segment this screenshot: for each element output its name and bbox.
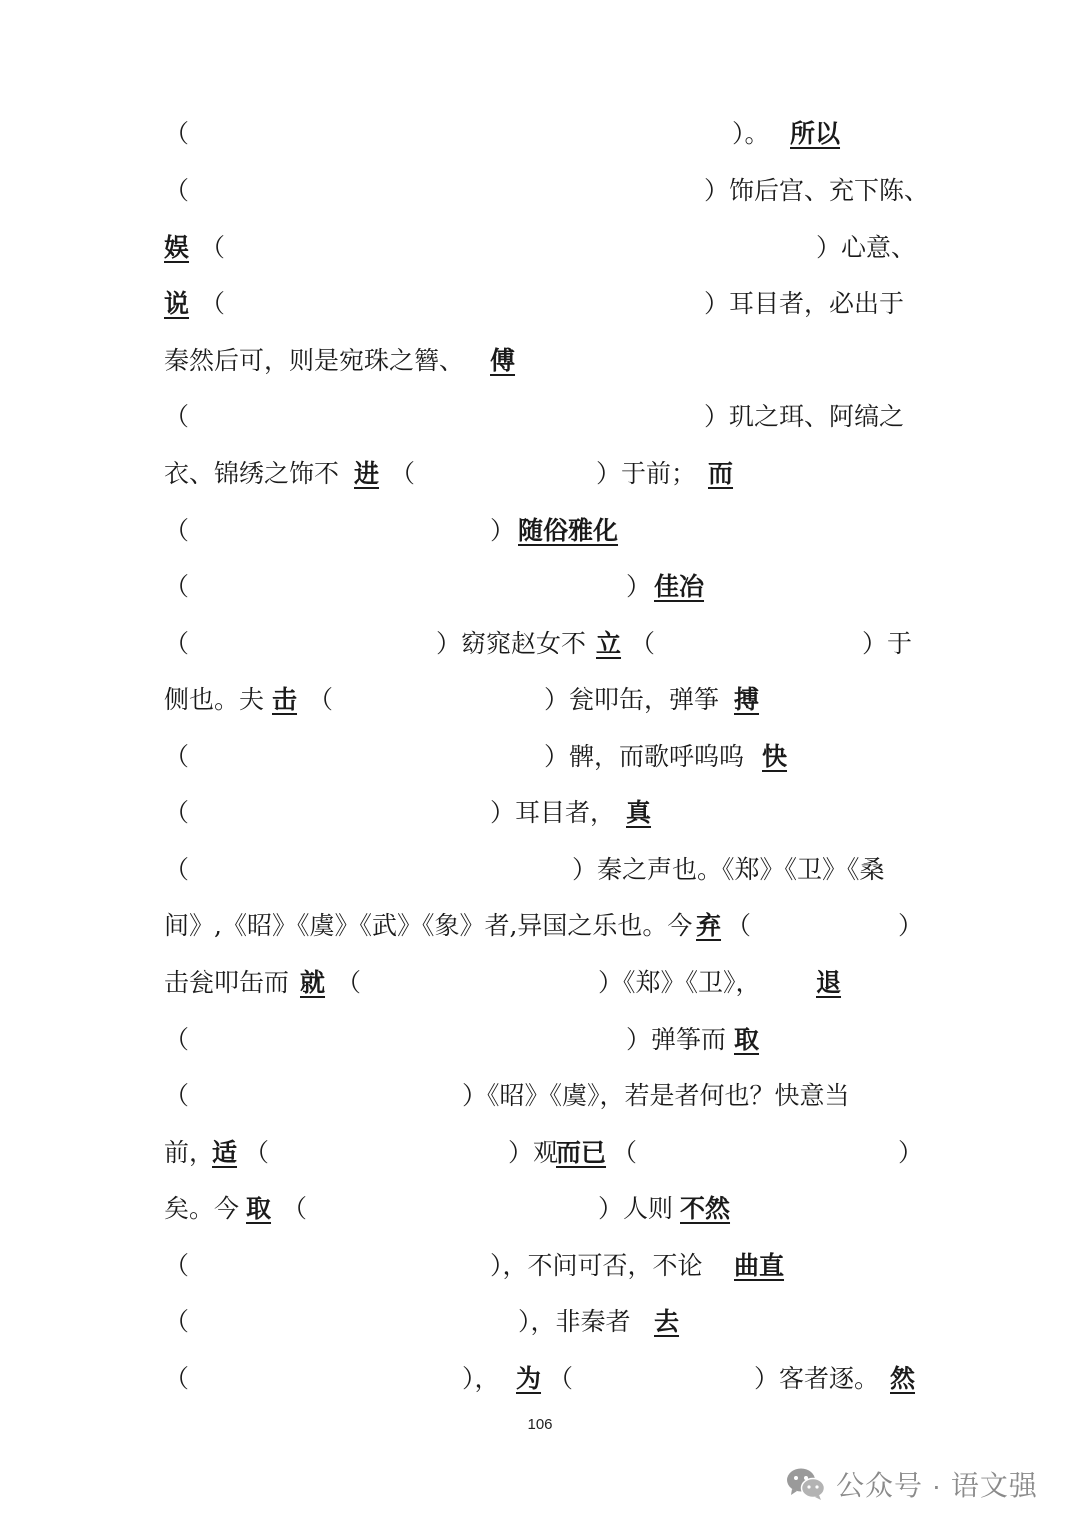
underlined-keyword: 搏 [734,685,760,714]
text-line [164,737,916,777]
text-segment: （ [164,1307,190,1336]
text-line [164,1302,916,1342]
text-segment: （ [164,742,190,771]
underlined-keyword: 随俗雅化 [518,516,619,545]
text-line [164,284,916,324]
text-segment: （ [200,233,226,262]
wechat-icon [786,1467,826,1501]
text-segment: ）《昭》《虞》，若是者何也？快意当 [462,1081,850,1110]
text-segment: （ [164,855,190,884]
underlined-keyword: 傅 [490,346,516,375]
text-segment: （ [164,516,190,545]
text-segment: ）人则 [598,1194,674,1223]
underlined-keyword: 真 [626,798,652,827]
text-segment: （ [390,459,416,488]
text-segment: ）观 [508,1138,559,1167]
underlined-keyword: 击 [272,685,298,714]
text-segment: 前， [164,1138,215,1167]
text-line [164,567,916,607]
underlined-keyword: 说 [164,289,190,318]
text-segment: （ [164,402,190,431]
text-segment: （ [308,685,334,714]
text-segment: ），不问可否，不论 [490,1251,703,1280]
underlined-keyword: 去 [654,1307,680,1336]
text-line [164,963,916,1003]
text-segment: ）耳目者，必出于 [704,289,905,318]
text-segment: 矣。今 [164,1194,240,1223]
text-segment: （ [336,968,362,997]
text-segment: ）《郑》《卫》， [598,968,761,997]
text-segment: ） [898,911,924,940]
text-segment: ）弹筝而 [626,1025,727,1054]
text-line [164,1246,916,1286]
text-segment: （ [164,572,190,601]
underlined-keyword: 而 [708,459,734,488]
text-segment: （ [200,289,226,318]
text-segment: （ [164,629,190,658]
underlined-keyword: 退 [816,968,842,997]
underlined-keyword: 不然 [680,1194,731,1223]
text-segment: ）客者逐。 [754,1364,880,1393]
text-segment: 间》,《昭》《虞》《武》《象》者,异国之乐也。今 [164,911,693,940]
page-number: 106 [527,1416,553,1433]
text-segment: 秦然后可，则是宛珠之簪、 [164,346,465,375]
text-segment: ） [490,516,516,545]
text-line [164,1020,916,1060]
text-segment: ） [626,572,652,601]
underlined-keyword: 取 [246,1194,272,1223]
text-line [164,341,916,381]
text-segment: （ [630,629,656,658]
text-line [164,1133,924,1173]
text-line [164,171,930,211]
text-segment: （ [164,1025,190,1054]
text-segment: 击瓮叩缶而 [164,968,290,997]
text-segment: 侧也。夫 [164,685,265,714]
underlined-keyword: 为 [516,1364,542,1393]
underlined-keyword: 然 [890,1364,916,1393]
underlined-keyword: 就 [300,968,326,997]
text-segment: ）饰后宫、充下陈、 [704,176,930,205]
underlined-keyword: 所以 [790,119,841,148]
text-line [164,624,916,664]
text-segment: ）玑之珥、阿缟之 [704,402,905,431]
text-segment: （ [164,798,190,827]
text-segment: ）髀，而歌呼呜呜 [544,742,745,771]
text-segment: ）秦之声也。《郑》《卫》《桑 [572,855,885,884]
text-segment: （ [164,1081,190,1110]
text-segment: ）耳目者， [490,798,616,827]
text-segment: （ [164,1364,190,1393]
underlined-keyword: 适 [212,1138,238,1167]
text-segment: （ [612,1138,638,1167]
text-line [164,793,916,833]
text-line [164,511,916,551]
text-line [164,397,916,437]
text-segment: （ [164,1251,190,1280]
text-line [164,1076,916,1116]
text-segment: ） [898,1138,924,1167]
text-line [164,1359,916,1399]
text-segment: ）， [462,1364,500,1393]
text-segment: ）窈窕赵女不 [436,629,587,658]
text-line [164,680,916,720]
text-line [164,228,916,268]
watermark-text: 公众号 · 语文强 [836,1470,1038,1501]
text-line [164,850,916,890]
text-segment: ），非秦者 [518,1307,631,1336]
text-segment: （ [726,911,752,940]
watermark [786,1462,1056,1506]
text-segment: （ [244,1138,270,1167]
text-line [164,114,916,154]
text-segment: （ [164,176,190,205]
text-segment: 衣、锦绣之饰不 [164,459,340,488]
underlined-keyword: 快 [762,742,788,771]
text-line [164,454,916,494]
underlined-keyword: 而已 [556,1138,607,1167]
underlined-keyword: 佳冶 [654,572,705,601]
text-segment: ）瓮叩缶，弹筝 [544,685,720,714]
underlined-keyword: 弃 [696,911,722,940]
text-segment: （ [164,119,190,148]
text-segment: ）于 [862,629,913,658]
text-line [164,1189,916,1229]
underlined-keyword: 娱 [164,233,190,262]
underlined-keyword: 立 [596,629,622,658]
underlined-keyword: 进 [354,459,380,488]
underlined-keyword: 曲直 [734,1251,785,1280]
text-line [164,906,924,946]
text-segment: （ [282,1194,308,1223]
underlined-keyword: 取 [734,1025,760,1054]
text-segment: （ [548,1364,574,1393]
text-segment: ）心意、 [816,233,917,262]
text-segment: ）于前； [596,459,697,488]
text-segment: ）。 [732,119,770,148]
